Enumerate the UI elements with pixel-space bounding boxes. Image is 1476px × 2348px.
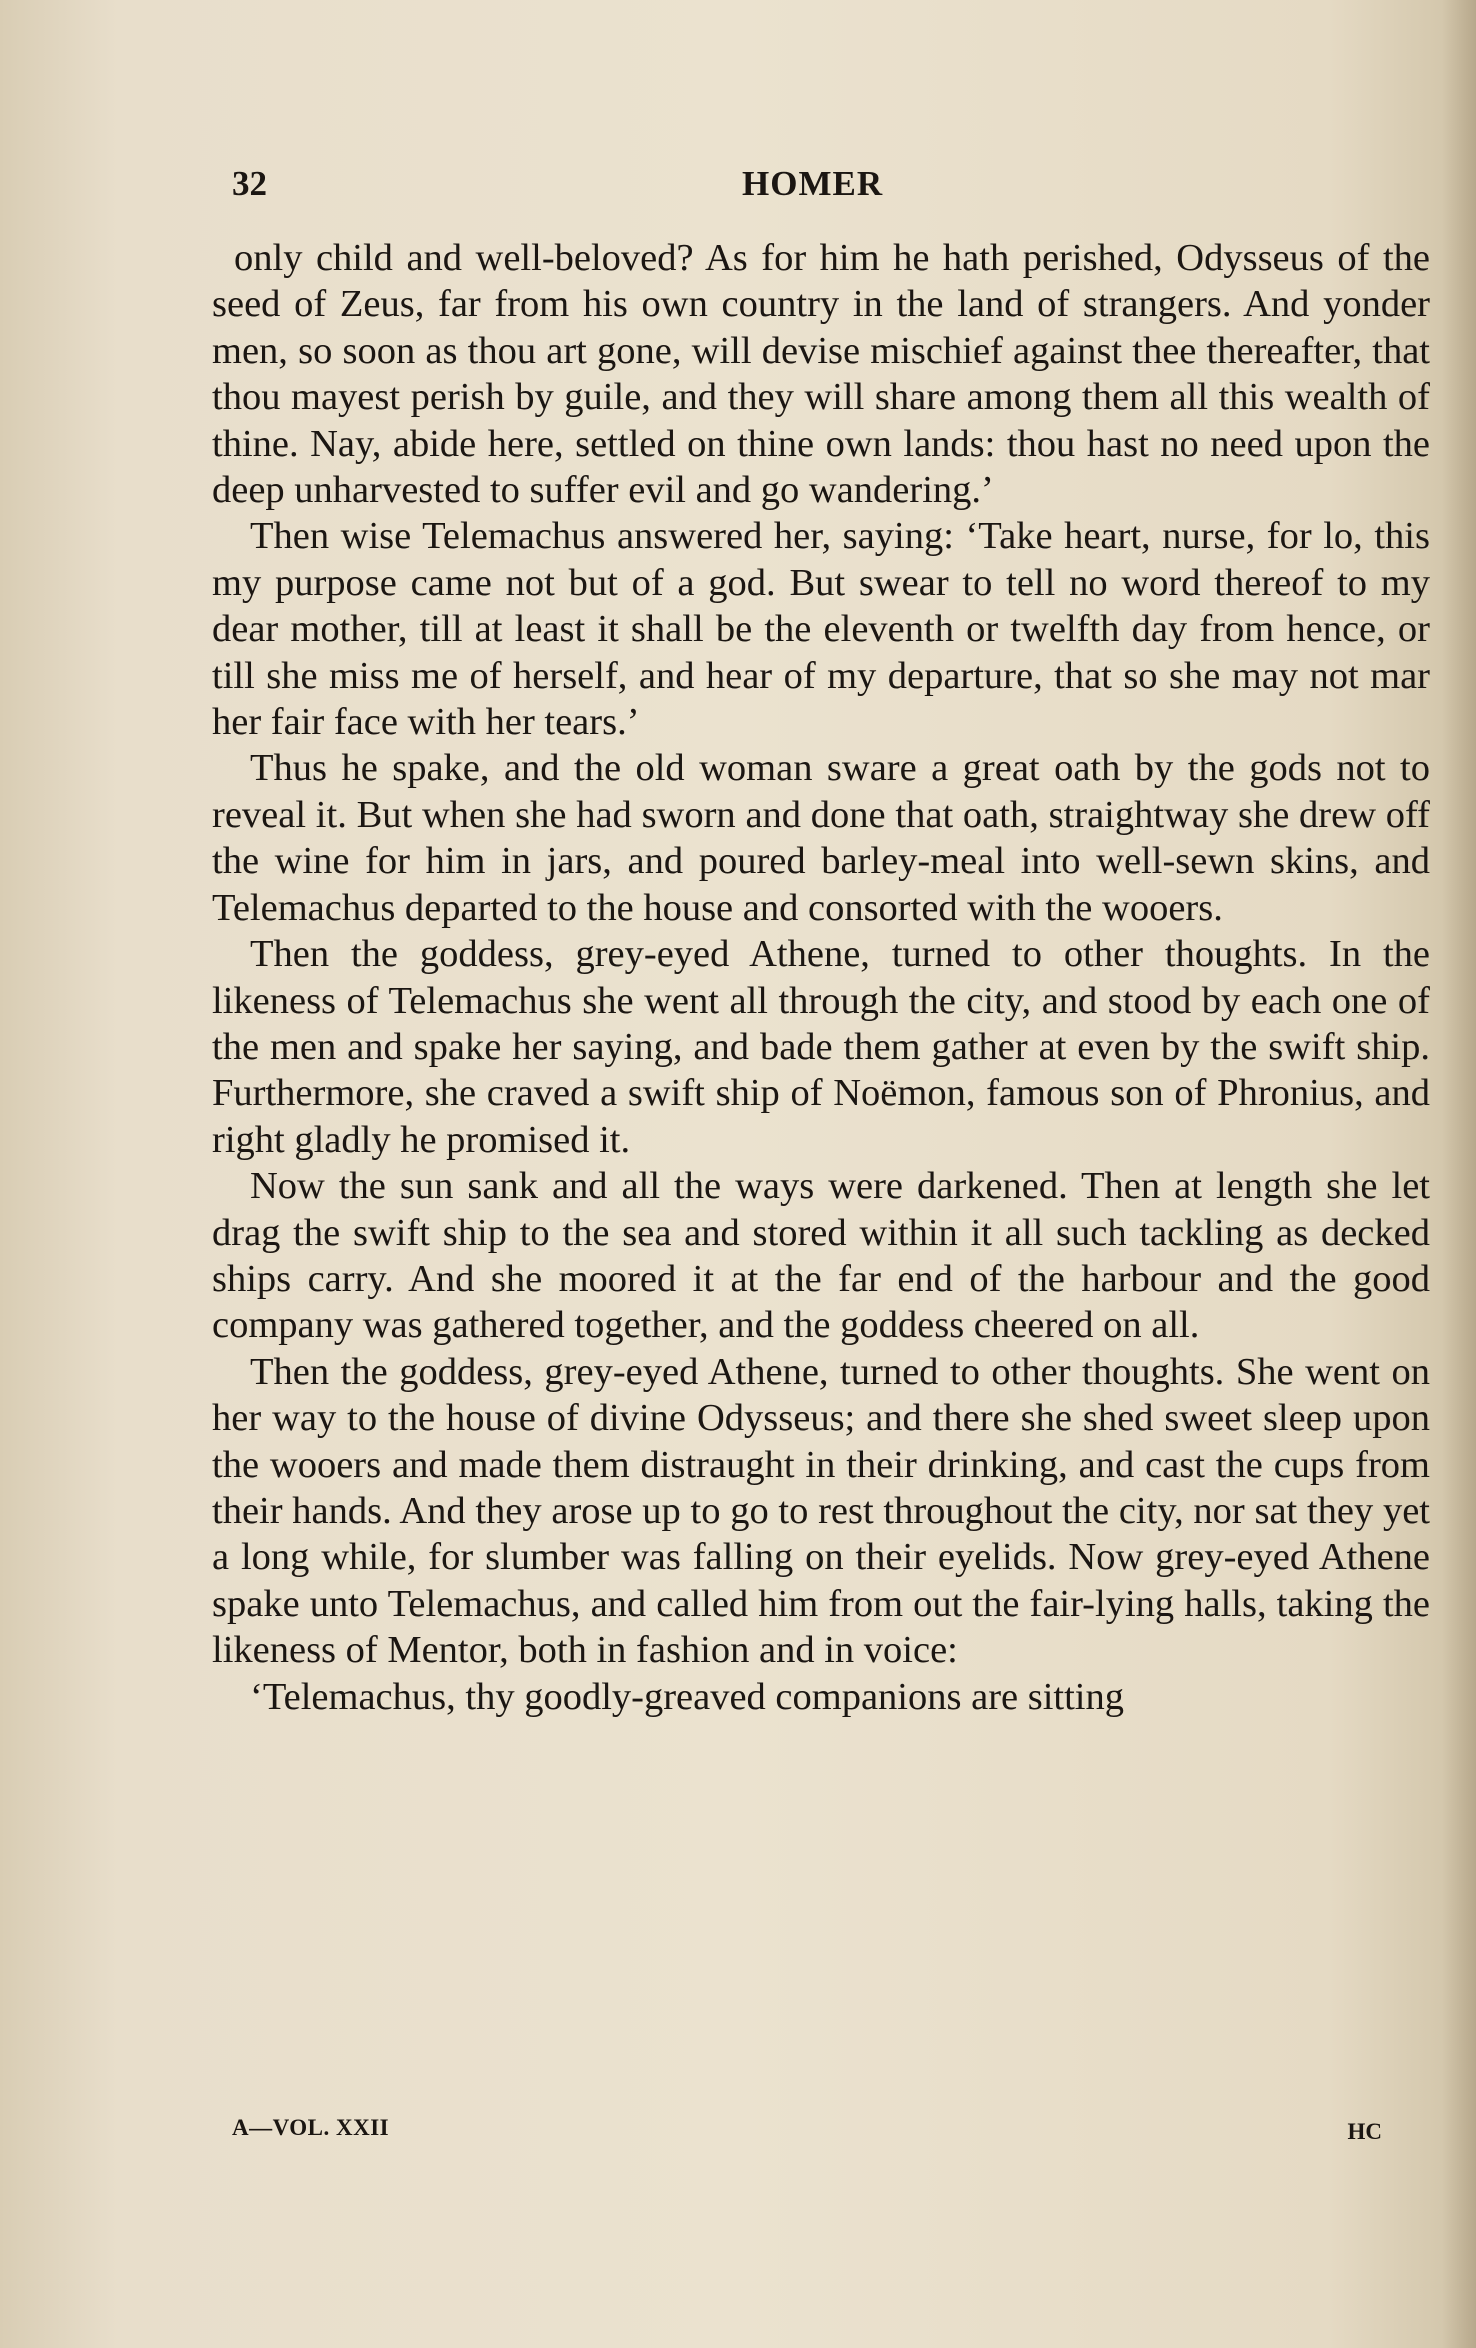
page-footer <box>232 2115 1392 2155</box>
paragraph: ‘Telemachus, thy goodly-greaved companions are sitting <box>250 1675 1124 1718</box>
paragraph: Now the sun sank and all the ways were darkened. Then at length she let drag the swift ship to the sea and stored within it all such tackling as decked ships carry. And she moored it at the far end of the harbour and the good company was gathered together, and the goddess cheered on all. <box>212 1165 1430 1347</box>
page-number: 32 <box>232 164 267 203</box>
paragraph: Then the goddess, grey-eyed Athene, turned to other thoughts. She went on her way to the house of divine Odysseus; and there she shed sweet sleep upon the wooers and made them distraught in their drinking, and cast the cups from their hands. And they arose up to go to rest throughout the city, nor sat they yet a long while, for slumber was falling on their eyelids. Now grey-eyed Athene spake unto Telemachus, and called him from out the fair-lying halls, taking the likeness of Mentor, both in fashion and in voice: <box>212 1350 1430 1672</box>
signature-mark: A—VOL. XXII <box>232 2115 390 2140</box>
paragraph: Then the goddess, grey-eyed Athene, turned to other thoughts. In the likeness of Telemachus she went all through the city, and stood by each one of the men and spake her saying, and bade them gather at even by the swift ship. Furthermore, she craved a swift ship of Noëmon, famous son of Phronius, and right gladly he promised it. <box>212 933 1430 1161</box>
page-header <box>232 160 1412 210</box>
paragraph: Thus he spake, and the old woman sware a great oath by the gods not to reveal it. But when she had sworn and done that oath, straightway she drew off the wine for him in jars, and poured barley-meal into well-sewn skins, and Telemachus departed to the house and consorted with the wooers. <box>212 747 1430 929</box>
paragraph: Then wise Telemachus answered her, saying: ‘Take heart, nurse, for lo, this my purpose came not but of a god. But swear to tell no word thereof to my dear mother, till at least it shall be the eleventh or twelfth day from hence, or till she miss me of herself, and hear of my departure, that so she may not mar her fair face with her tears.’ <box>212 515 1430 744</box>
body-text <box>212 235 1430 1720</box>
printer-mark: HC <box>1347 2119 1382 2144</box>
paragraph: only child and well-beloved? As for him he hath perished, Odysseus of the seed of Zeus, far from his own country in the land of strangers. And yonder men, so soon as thou art gone, will devise mischief against thee thereafter, that thou mayest perish by guile, and they will share among them all this wealth of thine. Nay, abide here, settled on thine own lands: thou hast no need upon the deep unharvested to suffer evil and go wandering.’ <box>212 237 1430 512</box>
running-head: HOMER <box>742 164 884 203</box>
page-edge-shadow <box>1442 0 1476 2348</box>
